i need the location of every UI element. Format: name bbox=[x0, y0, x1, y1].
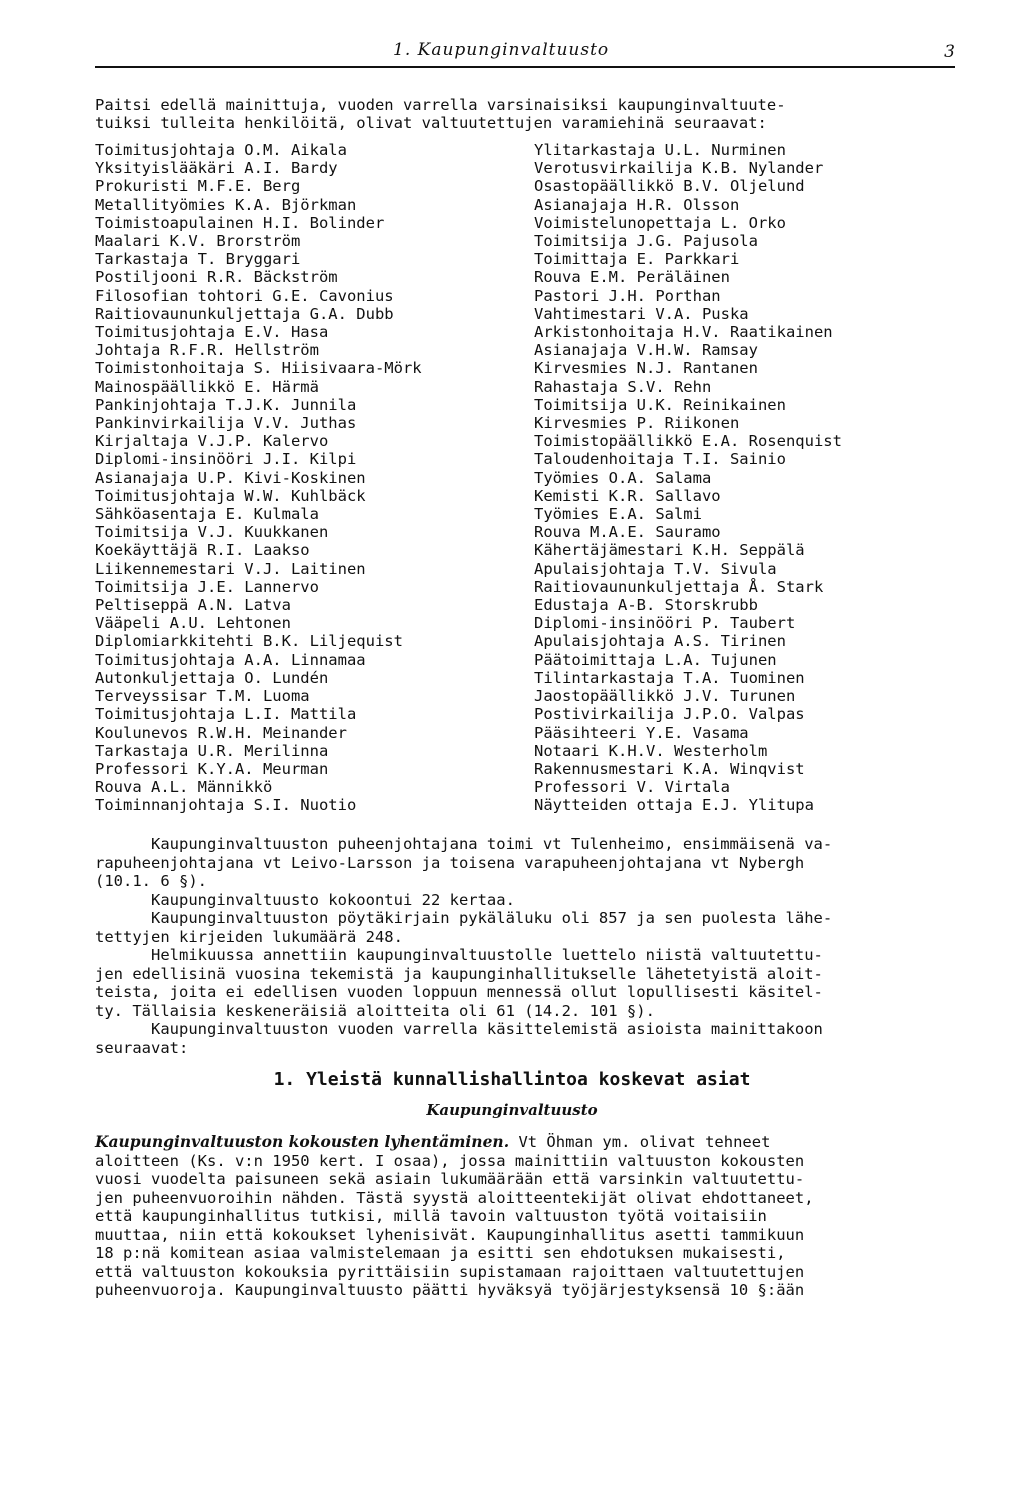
member-entry: Liikennemestari V.J. Laitinen bbox=[95, 559, 366, 578]
member-entry: Yksityislääkäri A.I. Bardy bbox=[95, 159, 338, 178]
member-entry: Terveyssisar T.M. Luoma bbox=[95, 687, 310, 706]
member-entry: Raitiovaununkuljettaja G.A. Dubb bbox=[95, 304, 394, 323]
member-entry: Toimitusjohtaja W.W. Kuhlbäck bbox=[95, 486, 366, 505]
member-entry: Koulunevos R.W.H. Meinander bbox=[95, 723, 347, 742]
section-subheading: Kaupunginvaltuusto bbox=[426, 1101, 598, 1119]
substitute-members-right-column bbox=[534, 141, 954, 815]
member-entry: Kirvesmies N.J. Rantanen bbox=[534, 359, 758, 378]
running-title: 1. Kaupunginvaltuusto bbox=[393, 40, 610, 60]
member-entry: Raitiovaununkuljettaja Å. Stark bbox=[534, 577, 824, 596]
member-entry: Kirvesmies P. Riikonen bbox=[534, 414, 740, 433]
paragraph-first-line-rest: Vt Öhman ym. olivat tehneet bbox=[509, 1133, 771, 1151]
member-entry: Taloudenhoitaja T.I. Sainio bbox=[534, 450, 786, 469]
member-entry: Kemisti K.R. Sallavo bbox=[534, 486, 721, 505]
member-entry: Apulaisjohtaja T.V. Sivula bbox=[534, 559, 777, 578]
member-entry: Professori V. Virtala bbox=[534, 778, 730, 797]
member-entry: Johtaja R.F.R. Hellström bbox=[95, 341, 319, 360]
member-entry: Postiljooni R.R. Bäckström bbox=[95, 268, 338, 287]
member-entry: Toimitusjohtaja O.M. Aikala bbox=[95, 141, 347, 159]
member-entry: Toimitsija J.E. Lannervo bbox=[95, 577, 319, 596]
intro-line: Paitsi edellä mainittuja, vuoden varrella varsinaisiksi kaupunginvaltuute- bbox=[95, 96, 786, 114]
member-entry: Toimitusjohtaja E.V. Hasa bbox=[95, 323, 329, 342]
member-entry: Jaostopäällikkö J.V. Turunen bbox=[534, 687, 796, 706]
member-entry: Diplomi-insinööri P. Taubert bbox=[534, 614, 796, 633]
member-entry: Pankinvirkailija V.V. Juthas bbox=[95, 414, 357, 433]
member-entry: Apulaisjohtaja A.S. Tirinen bbox=[534, 632, 786, 651]
member-entry: Ylitarkastaja U.L. Nurminen bbox=[534, 141, 786, 159]
member-entry: Toimistoapulainen H.I. Bolinder bbox=[95, 213, 385, 232]
member-entry: Asianajaja U.P. Kivi-Koskinen bbox=[95, 468, 366, 487]
paragraph-title: Kaupunginvaltuuston kokousten lyhentäminen. bbox=[95, 1132, 510, 1151]
intro-line: tuiksi tulleita henkilöitä, olivat valtuutettujen varamiehinä seuraavat: bbox=[95, 114, 767, 132]
member-entry: Notaari K.H.V. Westerholm bbox=[534, 741, 768, 760]
member-entry: Edustaja A-B. Storskrubb bbox=[534, 596, 758, 615]
meeting-shortening-paragraph bbox=[95, 1133, 957, 1300]
page-number: 3 bbox=[944, 42, 955, 62]
member-entry: Verotusvirkailija K.B. Nylander bbox=[534, 159, 824, 178]
member-entry: Työmies E.A. Salmi bbox=[534, 505, 702, 524]
member-entry: Rouva A.L. Männikkö bbox=[95, 778, 273, 797]
member-entry: Rahastaja S.V. Rehn bbox=[534, 377, 712, 396]
member-entry: Näytteiden ottaja E.J. Ylitupa bbox=[534, 796, 814, 815]
council-summary-paragraph: Kaupunginvaltuuston puheenjohtajana toimi vt Tulenheimo, ensimmäisenä va- rapuheenjohtajana vt Leivo-Larsson ja toisena varapuheenjohtajana vt Nybergh (10.1. 6 §). Kaupunginvaltuusto kokoontui 22 kertaa. Kaupunginvaltuuston pöytäkirjain pykäläluku oli 857 ja sen puolesta lähe- tettyjen kirjeiden lukumäärä 248. Helmikuussa annettiin kaupunginvaltuustolle luettelo niistä valtuutettu- jen edellisinä vuosina tekemistä ja kaupunginhallitukselle lähetetyistä aloit- teista, joita ei edellisen vuoden loppuun mennessä ollut lopullisesti käsitel- ty. Tällaisia keskeneräisiä aloitteita oli 61 (14.2. 101 §). Kaupunginvaltuuston vuoden varrella käsittelemistä asioista mainittakoon seuraavat: bbox=[95, 835, 833, 1057]
member-entry: Postivirkailija J.P.O. Valpas bbox=[534, 705, 805, 724]
member-entry: Koekäyttäjä R.I. Laakso bbox=[95, 541, 310, 560]
member-entry: Tarkastaja T. Bryggari bbox=[95, 250, 301, 269]
member-entry: Päätoimittaja L.A. Tujunen bbox=[534, 650, 777, 669]
member-entry: Filosofian tohtori G.E. Cavonius bbox=[95, 286, 394, 305]
member-entry: Rouva E.M. Peräläinen bbox=[534, 268, 730, 287]
member-entry: Diplomiarkkitehti B.K. Liljequist bbox=[95, 632, 403, 651]
member-entry: Kirjaltaja V.J.P. Kalervo bbox=[95, 432, 329, 451]
page-header bbox=[95, 38, 955, 68]
substitute-members-left-column bbox=[95, 141, 515, 815]
member-entry: Toimitusjohtaja A.A. Linnamaa bbox=[95, 650, 366, 669]
member-entry: Autonkuljettaja O. Lundén bbox=[95, 668, 329, 687]
member-entry: Diplomi-insinööri J.I. Kilpi bbox=[95, 450, 357, 469]
member-entry: Pankinjohtaja T.J.K. Junnila bbox=[95, 395, 357, 414]
member-entry: Asianajaja H.R. Olsson bbox=[534, 195, 740, 214]
member-entry: Tilintarkastaja T.A. Tuominen bbox=[534, 668, 805, 687]
member-entry: Mainospäällikkö E. Härmä bbox=[95, 377, 319, 396]
member-entry: Kähertäjämestari K.H. Seppälä bbox=[534, 541, 805, 560]
section-heading: 1. Yleistä kunnallishallintoa koskevat asiat bbox=[273, 1069, 751, 1090]
member-entry: Tarkastaja U.R. Merilinna bbox=[95, 741, 329, 760]
member-entry: Toimitsija J.G. Pajusola bbox=[534, 232, 758, 251]
member-entry: Toimitusjohtaja L.I. Mattila bbox=[95, 705, 357, 724]
member-entry: Pastori J.H. Porthan bbox=[534, 286, 721, 305]
member-entry: Vahtimestari V.A. Puska bbox=[534, 304, 749, 323]
paragraph-body: aloitteen (Ks. v:n 1950 kert. I osaa), jossa mainittiin valtuuston kokousten vuosi vuodelta paisuneen sekä asiain lukumäärään että varsinkin valtuutettu- jen puheenvuoroihin nähden. Tästä syystä aloitteentekijät olivat ehdottaneet, että kaupunginhallitus tutkisi, millä tavoin valtuuston työtä voitaisiin muuttaa, niin että kokoukset lyhenisivät. Kaupunginhallitus asetti tammikuun 18 p:nä komitean asiaa valmistelemaan ja esitti sen ehdotuksen mukaisesti, että valtuuston kokouksia pyrittäisiin supistamaan rajoittaen valtuutettujen puheenvuoroja. Kaupunginvaltuusto päätti hyväksyä työjärjestyksensä 10 §:ään bbox=[95, 1151, 814, 1299]
member-entry: Toimitsija V.J. Kuukkanen bbox=[95, 523, 329, 542]
member-entry: Sähköasentaja E. Kulmala bbox=[95, 505, 319, 524]
member-entry: Arkistonhoitaja H.V. Raatikainen bbox=[534, 323, 833, 342]
member-entry: Pääsihteeri Y.E. Vasama bbox=[534, 723, 749, 742]
member-entry: Prokuristi M.F.E. Berg bbox=[95, 177, 301, 196]
member-entry: Metallityömies K.A. Björkman bbox=[95, 195, 357, 214]
member-entry: Rakennusmestari K.A. Winqvist bbox=[534, 759, 805, 778]
member-entry: Toimitsija U.K. Reinikainen bbox=[534, 395, 786, 414]
member-entry: Maalari K.V. Brorström bbox=[95, 232, 301, 251]
member-entry: Toimittaja E. Parkkari bbox=[534, 250, 740, 269]
member-entry: Rouva M.A.E. Sauramo bbox=[534, 523, 721, 542]
member-entry: Toimistonhoitaja S. Hiisivaara-Mörk bbox=[95, 359, 422, 378]
member-entry: Toimistopäällikkö E.A. Rosenquist bbox=[534, 432, 842, 451]
member-entry: Voimistelunopettaja L. Orko bbox=[534, 213, 786, 232]
intro-paragraph bbox=[95, 96, 957, 132]
member-entry: Asianajaja V.H.W. Ramsay bbox=[534, 341, 758, 360]
member-entry: Osastopäällikkö B.V. Oljelund bbox=[534, 177, 805, 196]
member-entry: Peltiseppä A.N. Latva bbox=[95, 596, 291, 615]
member-entry: Professori K.Y.A. Meurman bbox=[95, 759, 329, 778]
member-entry: Työmies O.A. Salama bbox=[534, 468, 712, 487]
member-entry: Vääpeli A.U. Lehtonen bbox=[95, 614, 291, 633]
member-entry: Toiminnanjohtaja S.I. Nuotio bbox=[95, 796, 357, 815]
